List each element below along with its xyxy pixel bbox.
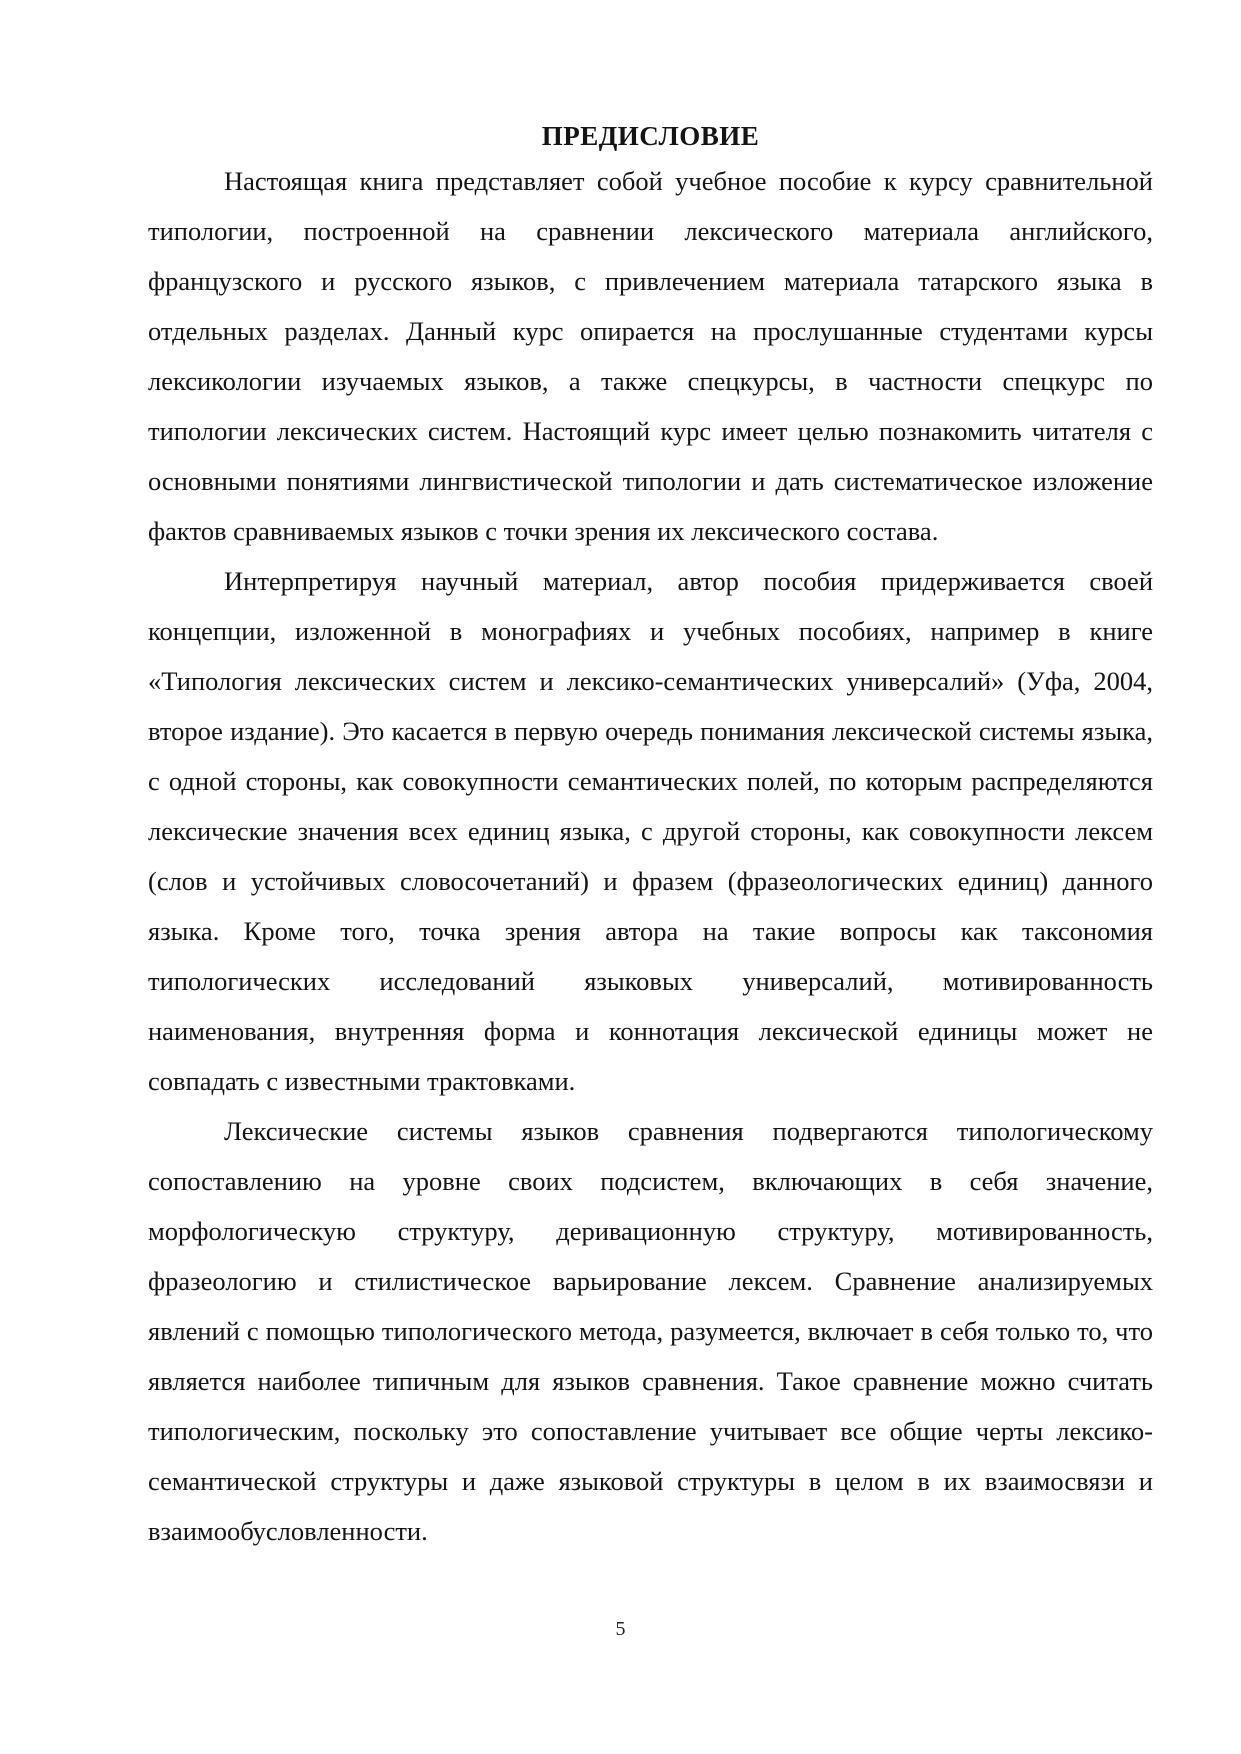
paragraph-2: Интерпретируя научный материал, автор пособия придерживается своей концепции, изложенной в монографиях и учебных пособиях, например в книге «Типология лексических систем и лексико-семантических универсалий» (Уфа, 2004, второе издание). Это касается в первую очередь понимания лексической системы языка, с одной стороны, как совокупности семантических полей, по которым распределяются лексические значения всех единиц языка, с другой стороны, как совокупности лексем (слов и устойчивых словосочетаний) и фразем (фразеологических единиц) данного языка. Кроме того, точка зрения автора на такие вопросы как таксономия типологических исследований языковых универсалий, мотивированность наименования, внутренняя форма и коннотация лексической единицы может не совпадать с известными трактовками.: [148, 566, 1153, 1096]
paragraph-3: Лексические системы языков сравнения подвергаются типологическому сопоставлению на уровне своих подсистем, включающих в себя значение, морфологическую структуру, деривационную структуру, мотивированность, фразеологию и стилистическое варьирование лексем. Сравнение анализируемых явлений с помощью типологического метода, разумеется, включает в себя только то, что является наиболее типичным для языков сравнения. Такое сравнение можно считать типологическим, поскольку это сопоставление учитывает все общие черты лексико-семантической структуры и даже языковой структуры в целом в их взаимосвязи и взаимообусловленности.: [148, 1116, 1153, 1546]
page-number: 5: [615, 1618, 626, 1640]
document-page: [148, 116, 1153, 1556]
page-title: ПРЕДИСЛОВИЕ: [541, 121, 760, 151]
paragraph-1: Настоящая книга представляет собой учебное пособие к курсу сравнительной типологии, построенной на сравнении лексического материала английского, французского и русского языков, с привлечением материала татарского языка в отдельных разделах. Данный курс опирается на прослушанные студентами курсы лексикологии изучаемых языков, а также спецкурсы, в частности спецкурс по типологии лексических систем. Настоящий курс имеет целью познакомить читателя с основными понятиями лингвистической типологии и дать систематическое изложение фактов сравниваемых языков с точки зрения их лексического состава.: [148, 166, 1153, 546]
